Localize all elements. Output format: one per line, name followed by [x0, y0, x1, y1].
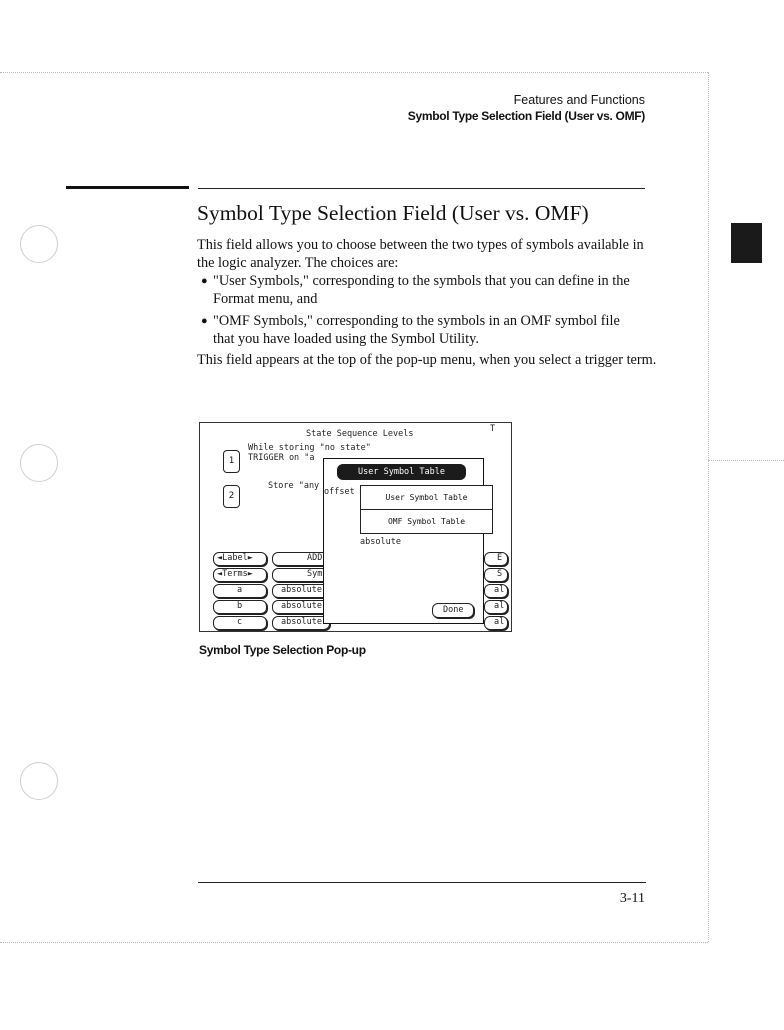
term-a-button[interactable]: a — [213, 584, 267, 598]
top-scan-edge — [0, 72, 708, 73]
symbol-type-popup — [323, 458, 484, 624]
symbol-type-options — [360, 485, 493, 534]
bullet-item-1: "User Symbols," corresponding to the symbols that you can define in the Format menu, and — [213, 273, 630, 307]
symbol-type-field[interactable]: User Symbol Table — [337, 464, 466, 480]
page-number: 3-11 — [619, 891, 645, 906]
screen-title: State Sequence Levels — [306, 429, 414, 439]
binder-hole-middle — [20, 444, 58, 482]
sequence-level-2-line1: Store "any — [268, 481, 320, 491]
option-user-symbol-table[interactable]: User Symbol Table — [361, 486, 492, 510]
bullet-dot-1: ● — [201, 275, 208, 287]
done-button[interactable]: Done — [432, 603, 474, 618]
section-heading: Symbol Type Selection Field (User vs. OMF) — [197, 201, 589, 225]
bullet-item-2: "OMF Symbols," corresponding to the symbols in an OMF symbol file that you have loaded using the Symbol Utility. — [213, 313, 620, 347]
term-a-absolute-field[interactable]: absolute — [272, 584, 330, 598]
right-field-1[interactable]: E — [484, 552, 508, 566]
sequence-level-2-button[interactable]: 2 — [223, 485, 240, 508]
running-header-section: Features and Functions — [513, 93, 645, 107]
add-field[interactable]: ADD — [272, 552, 330, 566]
term-c-absolute-field[interactable]: absolute — [272, 616, 330, 630]
analyzer-screen — [199, 422, 512, 632]
sequence-level-1-button[interactable]: 1 — [223, 450, 240, 473]
footer-rule — [198, 882, 646, 883]
absolute-mode-label: absolute — [360, 537, 401, 547]
right-scan-edge — [708, 72, 709, 942]
intro-paragraph: This field allows you to choose between the two types of symbols available in the logic analyzer. The choices are: — [197, 237, 644, 271]
chapter-thumb-tab — [731, 223, 762, 263]
binder-hole-top — [20, 225, 58, 263]
right-field-5[interactable]: al — [484, 616, 508, 630]
terms-button-text: Terms — [222, 569, 248, 579]
bottom-scan-edge — [0, 942, 708, 943]
section-rule — [198, 188, 645, 189]
closing-paragraph: This field appears at the top of the pop-up menu, when you select a trigger term. — [197, 352, 657, 368]
offset-label: offset — [324, 487, 355, 497]
screen-corner-mark: T — [490, 424, 496, 434]
binder-hole-bottom — [20, 762, 58, 800]
figure-caption: Symbol Type Selection Pop-up — [199, 643, 366, 657]
sequence-level-1-line1: While storing "no state" — [248, 443, 371, 453]
section-rule-thick — [66, 186, 189, 189]
bullet-dot-2: ● — [201, 315, 208, 327]
option-omf-symbol-table[interactable]: OMF Symbol Table — [387, 517, 466, 526]
term-b-absolute-field[interactable]: absolute — [272, 600, 330, 614]
sym-field[interactable]: Sym — [272, 568, 330, 582]
right-field-3[interactable]: al — [484, 584, 508, 598]
term-c-button[interactable]: c — [213, 616, 267, 630]
right-field-2[interactable]: S — [484, 568, 508, 582]
right-mid-edge — [708, 460, 784, 461]
label-button-text: Label — [222, 553, 248, 563]
running-header-subsection: Symbol Type Selection Field (User vs. OMF) — [407, 109, 645, 123]
term-b-button[interactable]: b — [213, 600, 267, 614]
label-button[interactable]: ◄Label► — [213, 552, 267, 566]
sequence-level-1-line2: TRIGGER on "a — [248, 453, 315, 463]
right-field-4[interactable]: al — [484, 600, 508, 614]
terms-button[interactable]: ◄Terms► — [213, 568, 267, 582]
